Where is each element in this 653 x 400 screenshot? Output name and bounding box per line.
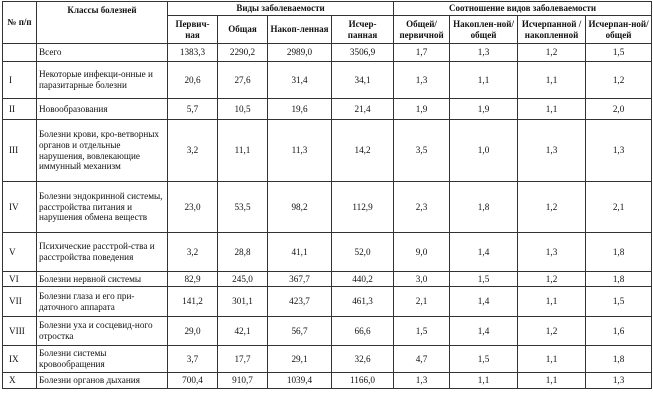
cell-cumulative: 29,1 (268, 346, 332, 373)
cell-primary: 5,7 (168, 99, 218, 120)
cell-ratio-cumulative-general: 1,5 (450, 346, 518, 373)
cell-ratio-exhaustive-general: 1,8 (586, 272, 652, 287)
header-primary: Первич-ная (168, 16, 218, 44)
cell-ratio-general-primary: 9,0 (394, 233, 450, 272)
table-row (3, 373, 652, 389)
header-ratio-cumulative-general: Накоплен-ной/общей (450, 16, 518, 44)
cell-primary: 3,7 (168, 346, 218, 373)
cell-cumulative: 41,1 (268, 233, 332, 272)
cell-ratio-general-primary: 2,1 (394, 287, 450, 317)
cell-primary: 141,2 (168, 287, 218, 317)
cell-ratio-exhaustive-cumulative: 1,3 (518, 233, 586, 272)
row-number (3, 44, 37, 62)
row-number: IV (3, 182, 37, 233)
cell-exhaustive: 34,1 (332, 62, 394, 99)
cell-ratio-exhaustive-cumulative: 1,1 (518, 99, 586, 120)
cell-exhaustive: 32,6 (332, 346, 394, 373)
row-number: VI (3, 272, 37, 287)
cell-ratio-exhaustive-general: 2,1 (586, 182, 652, 233)
cell-exhaustive: 112,9 (332, 182, 394, 233)
cell-cumulative: 56,7 (268, 317, 332, 346)
cell-exhaustive: 1166,0 (332, 373, 394, 389)
cell-ratio-exhaustive-general: 1,5 (586, 44, 652, 62)
cell-ratio-cumulative-general: 1,4 (450, 233, 518, 272)
cell-ratio-exhaustive-cumulative: 1,2 (518, 182, 586, 233)
cell-ratio-exhaustive-cumulative: 1,2 (518, 317, 586, 346)
cell-exhaustive: 66,6 (332, 317, 394, 346)
table-row (3, 120, 652, 182)
cell-primary: 20,6 (168, 62, 218, 99)
table-row (3, 317, 652, 346)
cell-cumulative: 367,7 (268, 272, 332, 287)
row-number: I (3, 62, 37, 99)
cell-cumulative: 423,7 (268, 287, 332, 317)
cell-exhaustive: 3506,9 (332, 44, 394, 62)
row-class-name: Болезни системы кровообращения (37, 346, 168, 373)
cell-general: 10,5 (218, 99, 268, 120)
cell-ratio-cumulative-general: 1,3 (450, 44, 518, 62)
header-exhaustive: Исчер-панная (332, 16, 394, 44)
cell-ratio-exhaustive-cumulative: 1,1 (518, 346, 586, 373)
cell-primary: 3,2 (168, 233, 218, 272)
cell-ratio-general-primary: 1,3 (394, 62, 450, 99)
header-ratio-general-primary: Общей/ первичной (394, 16, 450, 44)
cell-ratio-exhaustive-cumulative: 1,3 (518, 120, 586, 182)
row-class-name: Психические расстрой-ства и расстройства поведения (37, 233, 168, 272)
cell-ratio-cumulative-general: 1,5 (450, 272, 518, 287)
cell-cumulative: 19,6 (268, 99, 332, 120)
cell-cumulative: 1039,4 (268, 373, 332, 389)
cell-ratio-general-primary: 3,0 (394, 272, 450, 287)
row-class-name: Болезни крови, кро-ветворных органов и отдельные нарушения, вовлекающие иммунный механизм (37, 120, 168, 182)
row-number: VII (3, 287, 37, 317)
cell-ratio-general-primary: 4,7 (394, 346, 450, 373)
cell-ratio-general-primary: 1,3 (394, 373, 450, 389)
row-number: II (3, 99, 37, 120)
header-incidence-types: Виды заболеваемости (168, 2, 394, 16)
cell-ratio-cumulative-general: 1,9 (450, 99, 518, 120)
cell-cumulative: 2989,0 (268, 44, 332, 62)
cell-ratio-exhaustive-general: 2,0 (586, 99, 652, 120)
row-number: X (3, 373, 37, 389)
cell-exhaustive: 14,2 (332, 120, 394, 182)
header-ratio-exhaustive-cumulative: Исчерпанной /накопленной (518, 16, 586, 44)
cell-ratio-cumulative-general: 1,1 (450, 373, 518, 389)
cell-ratio-exhaustive-general: 1,3 (586, 373, 652, 389)
cell-general: 910,7 (218, 373, 268, 389)
cell-ratio-exhaustive-cumulative: 1,1 (518, 373, 586, 389)
row-class-name: Болезни уха и сосцевид-ного отростка (37, 317, 168, 346)
cell-general: 28,8 (218, 233, 268, 272)
cell-ratio-cumulative-general: 1,4 (450, 317, 518, 346)
cell-cumulative: 31,4 (268, 62, 332, 99)
row-class-name: Болезни эндокринной системы, расстройства питания и нарушения обмена веществ (37, 182, 168, 233)
cell-cumulative: 11,3 (268, 120, 332, 182)
cell-ratio-exhaustive-cumulative: 1,1 (518, 62, 586, 99)
table-row (3, 287, 652, 317)
cell-general: 245,0 (218, 272, 268, 287)
cell-primary: 82,9 (168, 272, 218, 287)
cell-ratio-cumulative-general: 1,0 (450, 120, 518, 182)
cell-general: 11,1 (218, 120, 268, 182)
cell-ratio-exhaustive-cumulative: 1,1 (518, 287, 586, 317)
incidence-table (2, 1, 652, 389)
row-class-name: Болезни глаза и его при-даточного аппарата (37, 287, 168, 317)
cell-general: 42,1 (218, 317, 268, 346)
cell-ratio-general-primary: 1,9 (394, 99, 450, 120)
table-row (3, 99, 652, 120)
cell-ratio-cumulative-general: 1,4 (450, 287, 518, 317)
cell-ratio-exhaustive-cumulative: 1,2 (518, 44, 586, 62)
header-general: Общая (218, 16, 268, 44)
cell-ratio-exhaustive-general: 1,3 (586, 120, 652, 182)
table-row (3, 62, 652, 99)
cell-ratio-general-primary: 1,5 (394, 317, 450, 346)
table-body (3, 44, 652, 389)
row-number: IX (3, 346, 37, 373)
table-row (3, 272, 652, 287)
table-row (3, 233, 652, 272)
header-cumulative: Накоп-ленная (268, 16, 332, 44)
header-ratio-group: Соотношение видов заболеваемости (394, 2, 652, 16)
cell-general: 301,1 (218, 287, 268, 317)
cell-primary: 3,2 (168, 120, 218, 182)
cell-ratio-exhaustive-general: 1,8 (586, 346, 652, 373)
table-row (3, 182, 652, 233)
row-class-name: Всего (37, 44, 168, 62)
cell-ratio-exhaustive-general: 1,8 (586, 233, 652, 272)
header-number: № п/п (3, 2, 37, 44)
row-number: VIII (3, 317, 37, 346)
table-header (3, 2, 652, 44)
cell-general: 2290,2 (218, 44, 268, 62)
row-class-name: Новообразования (37, 99, 168, 120)
header-disease-class: Классы болезней (37, 2, 168, 44)
row-class-name: Болезни нервной системы (37, 272, 168, 287)
cell-ratio-exhaustive-cumulative: 1,2 (518, 272, 586, 287)
cell-primary: 700,4 (168, 373, 218, 389)
row-class-name: Болезни органов дыхания (37, 373, 168, 389)
cell-cumulative: 98,2 (268, 182, 332, 233)
cell-general: 53,5 (218, 182, 268, 233)
cell-exhaustive: 52,0 (332, 233, 394, 272)
table-row (3, 346, 652, 373)
cell-primary: 29,0 (168, 317, 218, 346)
header-ratio-exhaustive-general: Исчерпан-ной/общей (586, 16, 652, 44)
cell-ratio-exhaustive-general: 1,5 (586, 287, 652, 317)
cell-general: 27,6 (218, 62, 268, 99)
cell-general: 17,7 (218, 346, 268, 373)
row-number: III (3, 120, 37, 182)
cell-ratio-cumulative-general: 1,8 (450, 182, 518, 233)
cell-ratio-cumulative-general: 1,1 (450, 62, 518, 99)
cell-primary: 23,0 (168, 182, 218, 233)
cell-ratio-general-primary: 2,3 (394, 182, 450, 233)
cell-ratio-general-primary: 1,7 (394, 44, 450, 62)
cell-exhaustive: 440,2 (332, 272, 394, 287)
cell-exhaustive: 21,4 (332, 99, 394, 120)
cell-ratio-exhaustive-general: 1,6 (586, 317, 652, 346)
cell-ratio-general-primary: 3,5 (394, 120, 450, 182)
cell-primary: 1383,3 (168, 44, 218, 62)
table-row (3, 44, 652, 62)
cell-exhaustive: 461,3 (332, 287, 394, 317)
cell-ratio-exhaustive-general: 1,2 (586, 62, 652, 99)
row-number: V (3, 233, 37, 272)
row-class-name: Некоторые инфекци-онные и паразитарные болезни (37, 62, 168, 99)
